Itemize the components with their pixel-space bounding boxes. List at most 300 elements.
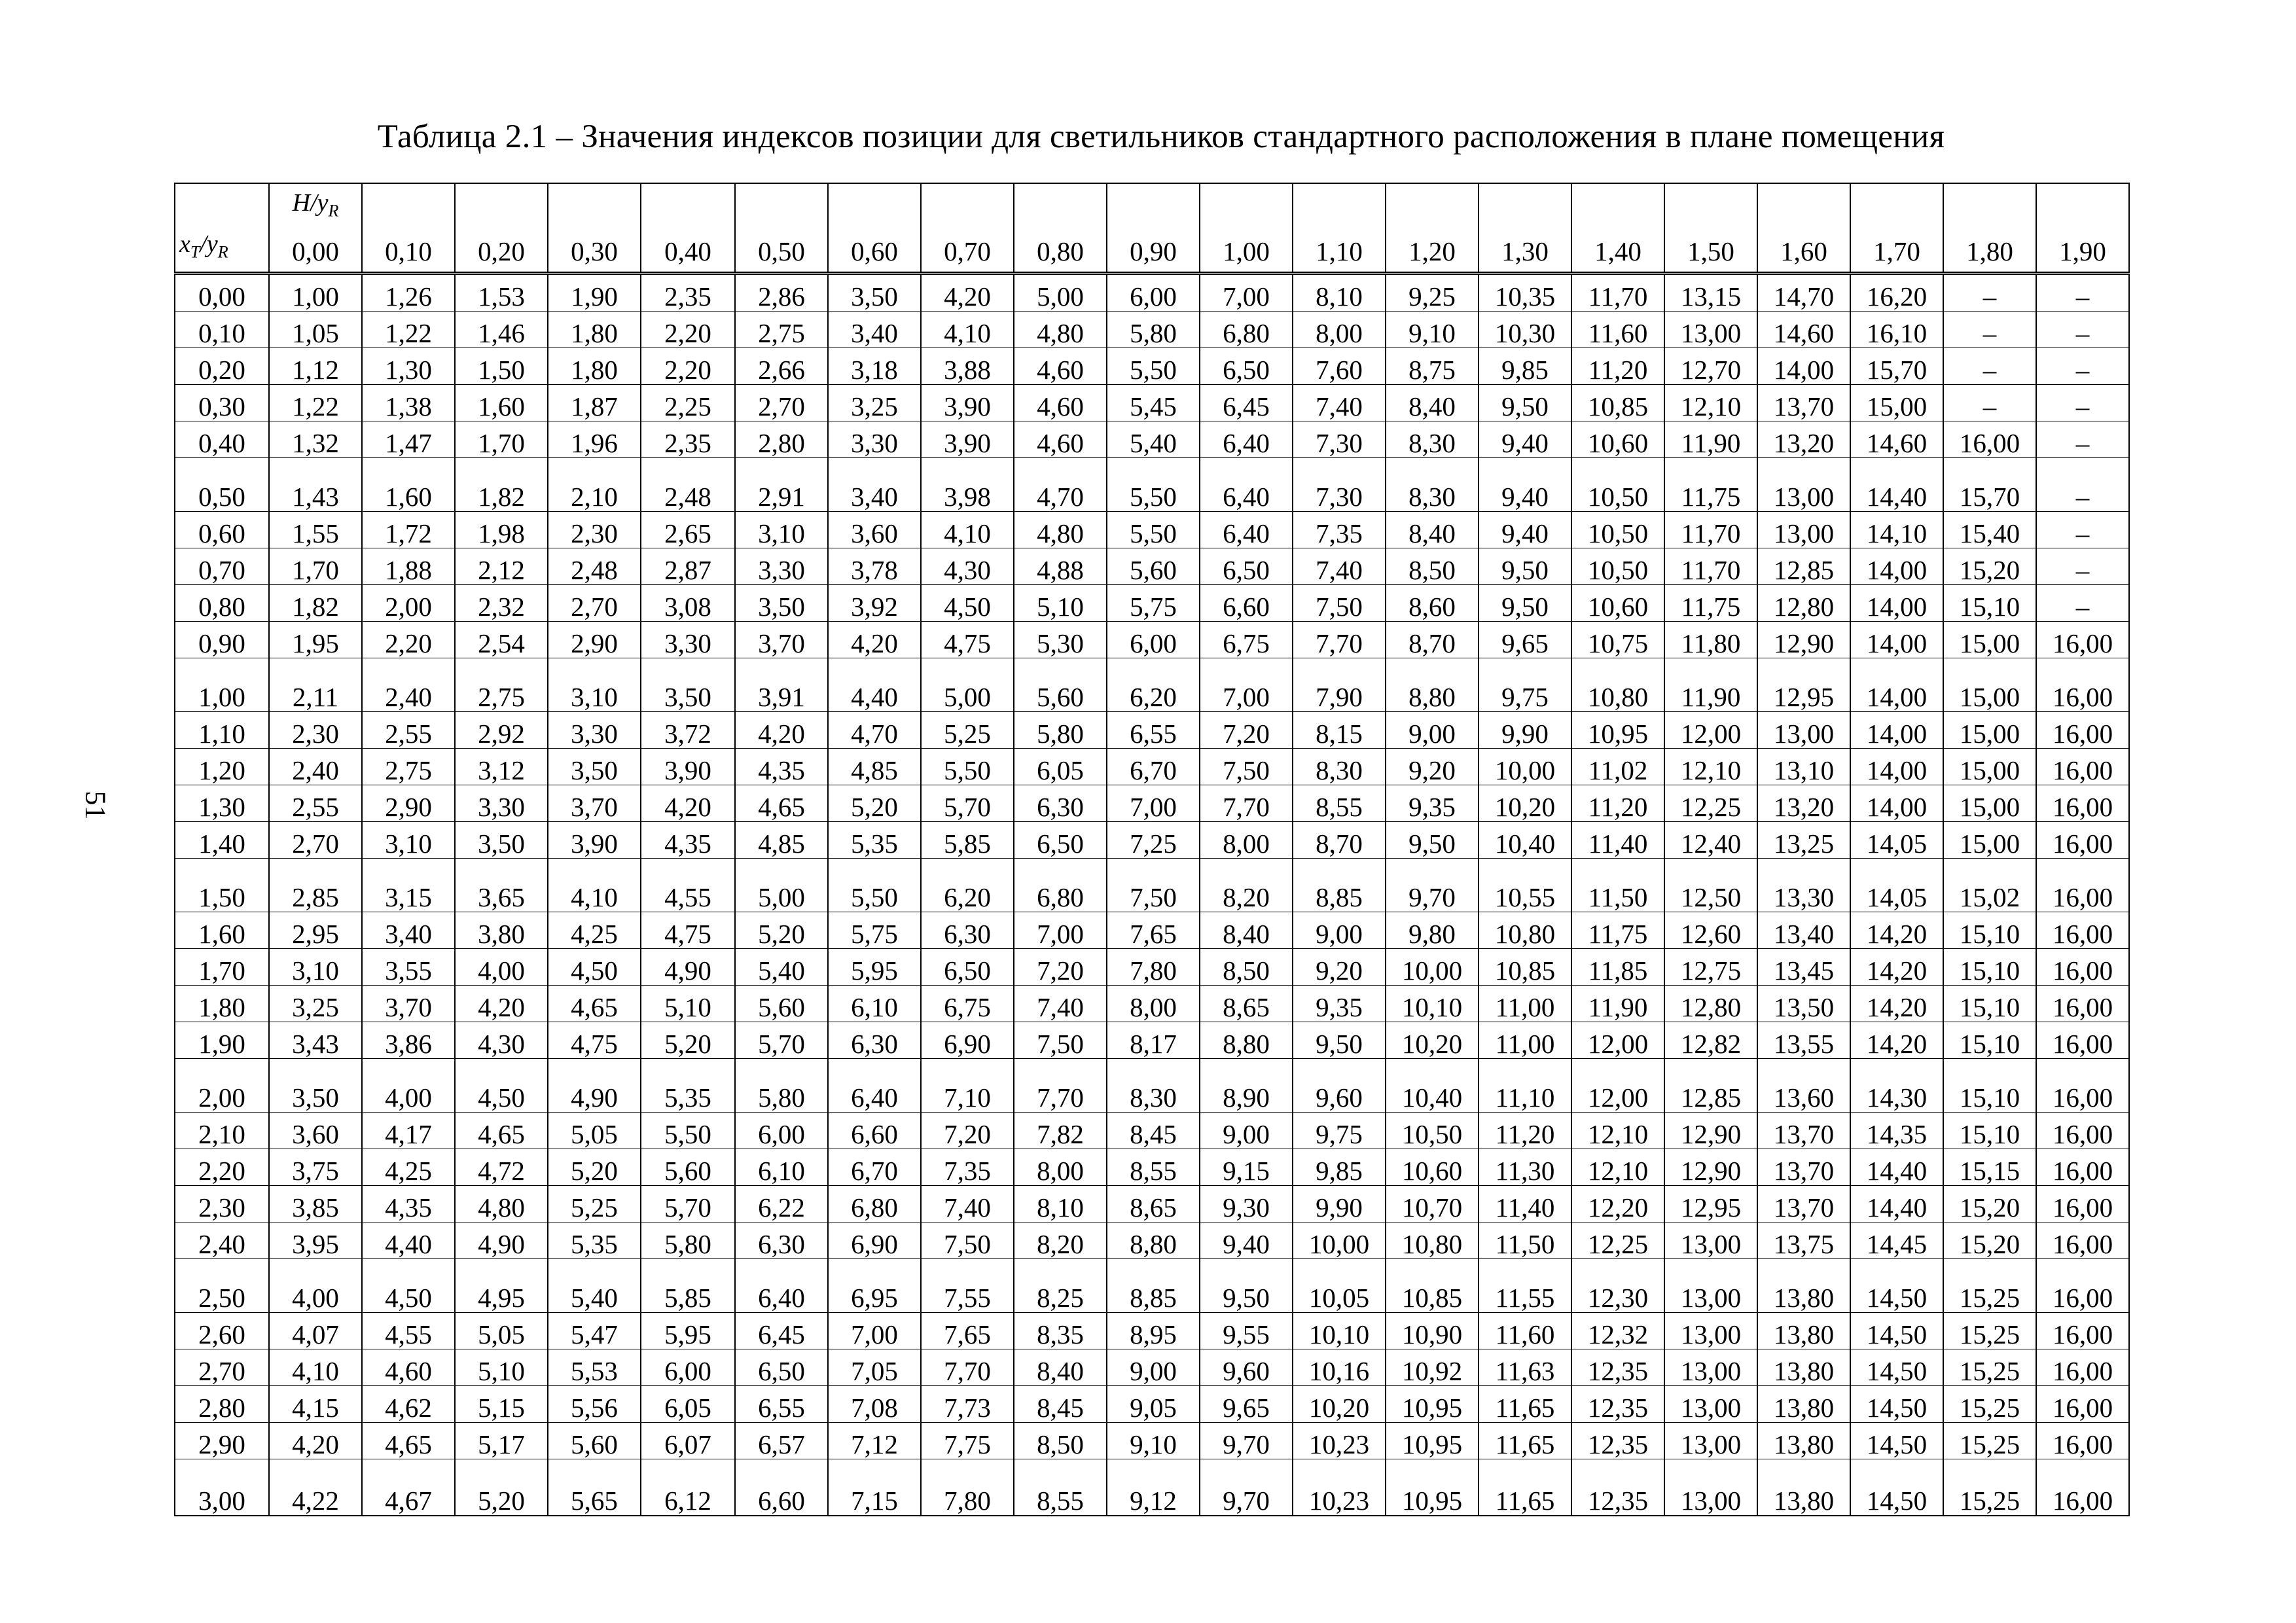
table-cell: 6,75: [921, 986, 1014, 1022]
table-cell: 15,70: [1850, 348, 1943, 385]
table-cell: 9,75: [1479, 658, 1571, 712]
column-header: 1,60: [1757, 183, 1850, 274]
table-cell: 3,90: [548, 822, 641, 859]
table-cell: 9,40: [1479, 512, 1571, 548]
table-cell: 2,35: [641, 274, 735, 312]
table-row: [175, 912, 2129, 949]
table-cell: 14,00: [1757, 348, 1850, 385]
table-cell: 5,70: [921, 785, 1014, 822]
row-label: 1,50: [175, 859, 269, 912]
table-cell: 4,10: [548, 859, 641, 912]
table-cell: 8,60: [1386, 585, 1479, 622]
table-cell: 9,70: [1386, 859, 1479, 912]
table-cell: 5,60: [1107, 548, 1200, 585]
table-cell: 3,30: [828, 421, 921, 458]
table-cell: 9,65: [1200, 1386, 1293, 1423]
table-cell: 3,10: [269, 949, 362, 986]
table-cell: 10,85: [1479, 949, 1571, 986]
table-row: [175, 658, 2129, 712]
table-cell: 7,00: [828, 1313, 921, 1349]
table-cell: 5,95: [828, 949, 921, 986]
table-cell: 12,80: [1757, 585, 1850, 622]
table-cell: 5,00: [921, 658, 1014, 712]
table-cell: 1,26: [362, 274, 455, 312]
table-cell: 13,80: [1757, 1313, 1850, 1349]
table-cell: 5,20: [548, 1149, 641, 1186]
table-cell: 16,00: [2036, 1349, 2129, 1386]
table-row: [175, 986, 2129, 1022]
table-cell: 6,95: [828, 1259, 921, 1313]
table-cell: 6,55: [735, 1386, 828, 1423]
table-cell: 16,00: [2036, 749, 2129, 785]
table-cell: 1,55: [269, 512, 362, 548]
table-cell: 9,60: [1200, 1349, 1293, 1386]
table-cell: 8,65: [1200, 986, 1293, 1022]
table-cell: 5,10: [455, 1349, 548, 1386]
table-cell: 13,80: [1757, 1259, 1850, 1313]
column-header: 0,70: [921, 183, 1014, 274]
table-cell: 5,65: [548, 1459, 641, 1516]
table-cell: 9,40: [1200, 1222, 1293, 1259]
table-cell: 2,75: [455, 658, 548, 712]
table-cell: 15,25: [1943, 1349, 2036, 1386]
table-cell: 8,55: [1014, 1459, 1107, 1516]
table-cell: 4,80: [1014, 512, 1107, 548]
table-cell: 1,80: [548, 312, 641, 348]
table-cell: 11,40: [1479, 1186, 1571, 1222]
table-cell: 2,92: [455, 712, 548, 749]
table-cell: 7,00: [1200, 658, 1293, 712]
table-cell: 15,00: [1943, 622, 2036, 658]
table-cell: 2,48: [548, 548, 641, 585]
table-cell: 9,00: [1107, 1349, 1200, 1386]
header-corner-cell: [175, 183, 269, 274]
table-cell: 5,50: [921, 749, 1014, 785]
table-cell: 6,00: [1107, 622, 1200, 658]
table-cell: 7,65: [1107, 912, 1200, 949]
table-cell: 10,80: [1479, 912, 1571, 949]
table-cell: 6,00: [735, 1113, 828, 1149]
table-cell: 4,50: [362, 1259, 455, 1313]
table-cell: 10,10: [1386, 986, 1479, 1022]
table-cell: 10,60: [1571, 585, 1664, 622]
table-cell: 12,32: [1571, 1313, 1664, 1349]
table-cell: 9,10: [1386, 312, 1479, 348]
table-cell: 3,80: [455, 912, 548, 949]
table-row: [175, 822, 2129, 859]
table-cell: 3,85: [269, 1186, 362, 1222]
table-cell: 6,60: [735, 1459, 828, 1516]
row-label: 1,40: [175, 822, 269, 859]
table-cell: 8,75: [1386, 348, 1479, 385]
table-cell: 2,95: [269, 912, 362, 949]
table-cell: 12,95: [1664, 1186, 1757, 1222]
table-cell: 15,20: [1943, 548, 2036, 585]
table-cell: 6,45: [1200, 385, 1293, 421]
table-cell: 1,98: [455, 512, 548, 548]
table-cell: 4,90: [548, 1059, 641, 1113]
column-header: 1,30: [1479, 183, 1571, 274]
table-cell: 9,00: [1200, 1113, 1293, 1149]
table-cell: –: [2036, 274, 2129, 312]
table-cell: 3,92: [828, 585, 921, 622]
table-row: [175, 1386, 2129, 1423]
table-cell: 11,65: [1479, 1386, 1571, 1423]
table-cell: 4,65: [455, 1113, 548, 1149]
table-cell: 1,00: [269, 274, 362, 312]
table-cell: 13,80: [1757, 1386, 1850, 1423]
table-cell: 10,20: [1479, 785, 1571, 822]
table-cell: 2,11: [269, 658, 362, 712]
table-cell: 11,63: [1479, 1349, 1571, 1386]
table-cell: 15,20: [1943, 1186, 2036, 1222]
table-cell: 11,20: [1571, 348, 1664, 385]
table-cell: 7,90: [1293, 658, 1386, 712]
table-cell: 6,30: [1014, 785, 1107, 822]
table-cell: 3,40: [828, 312, 921, 348]
table-cell: 5,60: [1014, 658, 1107, 712]
table-cell: 12,85: [1664, 1059, 1757, 1113]
table-cell: 2,10: [548, 458, 641, 512]
table-cell: 4,90: [455, 1222, 548, 1259]
table-cell: 2,55: [362, 712, 455, 749]
table-cell: 4,80: [455, 1186, 548, 1222]
table-cell: 9,00: [1293, 912, 1386, 949]
table-cell: 15,25: [1943, 1386, 2036, 1423]
table-cell: 7,05: [828, 1349, 921, 1386]
table-cell: 9,50: [1479, 585, 1571, 622]
table-cell: 5,50: [1107, 458, 1200, 512]
table-cell: 4,10: [921, 512, 1014, 548]
column-header: 1,70: [1850, 183, 1943, 274]
table-cell: 9,85: [1293, 1149, 1386, 1186]
table-cell: 9,50: [1479, 385, 1571, 421]
table-cell: 6,30: [921, 912, 1014, 949]
table-cell: 15,10: [1943, 1113, 2036, 1149]
column-header: 0,30: [548, 183, 641, 274]
table-cell: 4,70: [828, 712, 921, 749]
table-cell: 5,35: [548, 1222, 641, 1259]
table-cell: 12,35: [1571, 1386, 1664, 1423]
table-cell: 5,35: [641, 1059, 735, 1113]
table-cell: 8,85: [1107, 1259, 1200, 1313]
table-cell: 9,40: [1479, 421, 1571, 458]
row-label: 2,60: [175, 1313, 269, 1349]
column-header: 1,00: [1200, 183, 1293, 274]
table-cell: 11,75: [1664, 585, 1757, 622]
table-cell: 7,50: [1014, 1022, 1107, 1059]
table-cell: 8,00: [1107, 986, 1200, 1022]
table-cell: 12,50: [1664, 859, 1757, 912]
table-cell: 15,15: [1943, 1149, 2036, 1186]
table-cell: 3,55: [362, 949, 455, 986]
table-cell: 7,40: [1293, 385, 1386, 421]
table-cell: 5,15: [455, 1386, 548, 1423]
table-cell: 8,15: [1293, 712, 1386, 749]
table-row: [175, 1149, 2129, 1186]
table-cell: 5,47: [548, 1313, 641, 1349]
table-cell: 11,70: [1664, 512, 1757, 548]
table-cell: 8,35: [1014, 1313, 1107, 1349]
table-cell: 14,00: [1850, 622, 1943, 658]
table-cell: 3,10: [735, 512, 828, 548]
table-cell: 14,20: [1850, 912, 1943, 949]
table-cell: 10,35: [1479, 274, 1571, 312]
table-cell: 2,66: [735, 348, 828, 385]
table-cell: 8,10: [1293, 274, 1386, 312]
table-cell: 2,54: [455, 622, 548, 658]
table-cell: 16,00: [2036, 822, 2129, 859]
table-cell: 8,25: [1014, 1259, 1107, 1313]
table-row: [175, 1459, 2129, 1516]
table-cell: 9,00: [1386, 712, 1479, 749]
table-cell: 8,80: [1107, 1222, 1200, 1259]
table-cell: 10,40: [1386, 1059, 1479, 1113]
column-header: 1,40: [1571, 183, 1664, 274]
table-cell: 6,75: [1200, 622, 1293, 658]
table-cell: 4,35: [362, 1186, 455, 1222]
table-cell: 12,35: [1571, 1349, 1664, 1386]
table-cell: 4,75: [921, 622, 1014, 658]
column-header: 1,90: [2036, 183, 2129, 274]
table-cell: 5,00: [1014, 274, 1107, 312]
table-cell: 1,05: [269, 312, 362, 348]
table-cell: 6,80: [1200, 312, 1293, 348]
table-cell: 13,80: [1757, 1459, 1850, 1516]
table-cell: 2,65: [641, 512, 735, 548]
table-cell: 4,25: [548, 912, 641, 949]
table-cell: 13,30: [1757, 859, 1850, 912]
table-cell: 9,50: [1200, 1259, 1293, 1313]
row-label: 0,00: [175, 274, 269, 312]
table-cell: 6,60: [828, 1113, 921, 1149]
table-cell: 7,35: [921, 1149, 1014, 1186]
table-cell: 5,50: [1107, 512, 1200, 548]
table-cell: 8,30: [1293, 749, 1386, 785]
table-cell: 15,00: [1850, 385, 1943, 421]
table-cell: 11,40: [1571, 822, 1664, 859]
table-cell: 9,30: [1200, 1186, 1293, 1222]
table-cell: 3,30: [455, 785, 548, 822]
table-cell: 13,00: [1664, 1259, 1757, 1313]
table-cell: 3,91: [735, 658, 828, 712]
table-cell: 10,10: [1293, 1313, 1386, 1349]
table-cell: 5,40: [1107, 421, 1200, 458]
row-label: 2,10: [175, 1113, 269, 1149]
table-cell: 3,08: [641, 585, 735, 622]
table-cell: 4,17: [362, 1113, 455, 1149]
row-axis-label: $x_T/y_R$: [179, 230, 228, 262]
table-cell: 11,00: [1479, 1022, 1571, 1059]
table-cell: 2,20: [362, 622, 455, 658]
column-header: 0,50: [735, 183, 828, 274]
table-cell: 16,00: [2036, 1186, 2129, 1222]
table-cell: 8,30: [1107, 1059, 1200, 1113]
table-cell: 4,60: [1014, 421, 1107, 458]
table-cell: 4,60: [1014, 348, 1107, 385]
table-cell: 3,30: [548, 712, 641, 749]
table-cell: 13,50: [1757, 986, 1850, 1022]
table-cell: 3,95: [269, 1222, 362, 1259]
table-cell: 6,70: [828, 1149, 921, 1186]
row-label: 2,40: [175, 1222, 269, 1259]
table-cell: 13,60: [1757, 1059, 1850, 1113]
table-cell: 2,90: [362, 785, 455, 822]
table-cell: 10,60: [1386, 1149, 1479, 1186]
table-cell: 10,20: [1386, 1022, 1479, 1059]
table-cell: 9,35: [1386, 785, 1479, 822]
table-row: [175, 585, 2129, 622]
table-row: [175, 421, 2129, 458]
table-cell: 4,90: [641, 949, 735, 986]
row-label: 0,90: [175, 622, 269, 658]
table-cell: 8,17: [1107, 1022, 1200, 1059]
column-header: 0,60: [828, 183, 921, 274]
table-cell: 14,40: [1850, 1149, 1943, 1186]
table-cell: 11,60: [1571, 312, 1664, 348]
table-cell: 14,05: [1850, 822, 1943, 859]
table-cell: 7,73: [921, 1386, 1014, 1423]
table-cell: 5,20: [735, 912, 828, 949]
table-cell: 4,50: [455, 1059, 548, 1113]
table-cell: 7,30: [1293, 458, 1386, 512]
table-cell: 7,20: [921, 1113, 1014, 1149]
table-cell: 9,50: [1293, 1022, 1386, 1059]
table-cell: 13,00: [1664, 1349, 1757, 1386]
table-cell: 13,75: [1757, 1222, 1850, 1259]
table-cell: 13,15: [1664, 274, 1757, 312]
table-cell: 2,25: [641, 385, 735, 421]
table-cell: 10,00: [1386, 949, 1479, 986]
table-cell: 5,25: [548, 1186, 641, 1222]
table-cell: 7,35: [1293, 512, 1386, 548]
table-cell: 4,70: [1014, 458, 1107, 512]
table-cell: 15,10: [1943, 585, 2036, 622]
table-cell: 6,45: [735, 1313, 828, 1349]
table-cell: 10,90: [1386, 1313, 1479, 1349]
table-cell: 5,10: [641, 986, 735, 1022]
table-cell: –: [2036, 585, 2129, 622]
table-cell: 10,85: [1386, 1259, 1479, 1313]
table-cell: 8,80: [1200, 1022, 1293, 1059]
table-row: [175, 458, 2129, 512]
table-cell: 6,80: [828, 1186, 921, 1222]
table-cell: 4,88: [1014, 548, 1107, 585]
table-cell: 2,86: [735, 274, 828, 312]
table-cell: 5,53: [548, 1349, 641, 1386]
table-cell: 15,00: [1943, 658, 2036, 712]
table-cell: 7,10: [921, 1059, 1014, 1113]
table-cell: 1,95: [269, 622, 362, 658]
table-cell: 6,50: [735, 1349, 828, 1386]
table-cell: 12,60: [1664, 912, 1757, 949]
table-cell: –: [2036, 348, 2129, 385]
table-cell: 7,50: [1293, 585, 1386, 622]
table-cell: 10,95: [1386, 1423, 1479, 1459]
table-cell: 3,10: [362, 822, 455, 859]
position-index-table: [174, 183, 2130, 1516]
table-cell: 7,40: [921, 1186, 1014, 1222]
table-cell: 10,00: [1293, 1222, 1386, 1259]
table-cell: 11,85: [1571, 949, 1664, 986]
table-cell: 8,45: [1107, 1113, 1200, 1149]
table-cell: 12,90: [1757, 622, 1850, 658]
table-cell: 6,20: [1107, 658, 1200, 712]
table-cell: 3,50: [828, 274, 921, 312]
table-cell: 10,05: [1293, 1259, 1386, 1313]
table-cell: 5,50: [1107, 348, 1200, 385]
table-cell: 4,65: [362, 1423, 455, 1459]
table-row: [175, 949, 2129, 986]
table-cell: 8,65: [1107, 1186, 1200, 1222]
table-cell: 16,00: [2036, 986, 2129, 1022]
table-cell: 9,75: [1293, 1113, 1386, 1149]
table-cell: 4,60: [1014, 385, 1107, 421]
row-label: 2,70: [175, 1349, 269, 1386]
table-cell: 14,45: [1850, 1222, 1943, 1259]
table-cell: –: [1943, 274, 2036, 312]
table-cell: 13,00: [1664, 1222, 1757, 1259]
table-cell: 3,70: [735, 622, 828, 658]
table-cell: 5,80: [641, 1222, 735, 1259]
table-cell: 16,00: [2036, 1059, 2129, 1113]
table-cell: 8,45: [1014, 1386, 1107, 1423]
table-cell: 9,90: [1479, 712, 1571, 749]
table-cell: 2,00: [362, 585, 455, 622]
table-cell: 4,30: [921, 548, 1014, 585]
table-cell: 5,05: [455, 1313, 548, 1349]
table-cell: 6,80: [1014, 859, 1107, 912]
table-cell: 14,00: [1850, 548, 1943, 585]
table-cell: 11,00: [1479, 986, 1571, 1022]
table-cell: 2,70: [735, 385, 828, 421]
table-cell: 1,38: [362, 385, 455, 421]
table-cell: 4,75: [548, 1022, 641, 1059]
table-cell: 4,15: [269, 1386, 362, 1423]
table-cell: 6,40: [735, 1259, 828, 1313]
table-cell: 2,40: [269, 749, 362, 785]
row-label: 0,70: [175, 548, 269, 585]
table-cell: 10,80: [1571, 658, 1664, 712]
table-cell: 5,50: [641, 1113, 735, 1149]
table-title: Таблица 2.1 – Значения индексов позиции для светильников стандартного расположения в плане помещения: [377, 118, 1945, 155]
table-cell: 12,82: [1664, 1022, 1757, 1059]
table-cell: 3,98: [921, 458, 1014, 512]
table-cell: 16,00: [2036, 1022, 2129, 1059]
table-cell: 8,50: [1200, 949, 1293, 986]
table-cell: 3,30: [735, 548, 828, 585]
table-cell: 12,35: [1571, 1423, 1664, 1459]
table-cell: 2,70: [548, 585, 641, 622]
table-cell: 16,00: [2036, 1149, 2129, 1186]
table-cell: 16,00: [2036, 1313, 2129, 1349]
table-cell: 11,90: [1664, 421, 1757, 458]
table-cell: 5,60: [548, 1423, 641, 1459]
table-row: [175, 348, 2129, 385]
table-cell: 3,50: [735, 585, 828, 622]
table-cell: 16,20: [1850, 274, 1943, 312]
table-cell: –: [2036, 548, 2129, 585]
table-cell: 6,05: [641, 1386, 735, 1423]
table-cell: 4,00: [362, 1059, 455, 1113]
table-cell: 8,70: [1293, 822, 1386, 859]
table-cell: 12,00: [1571, 1022, 1664, 1059]
table-cell: 14,70: [1757, 274, 1850, 312]
table-cell: 5,75: [1107, 585, 1200, 622]
table-cell: 2,55: [269, 785, 362, 822]
table-cell: 5,85: [921, 822, 1014, 859]
table-cell: 1,96: [548, 421, 641, 458]
